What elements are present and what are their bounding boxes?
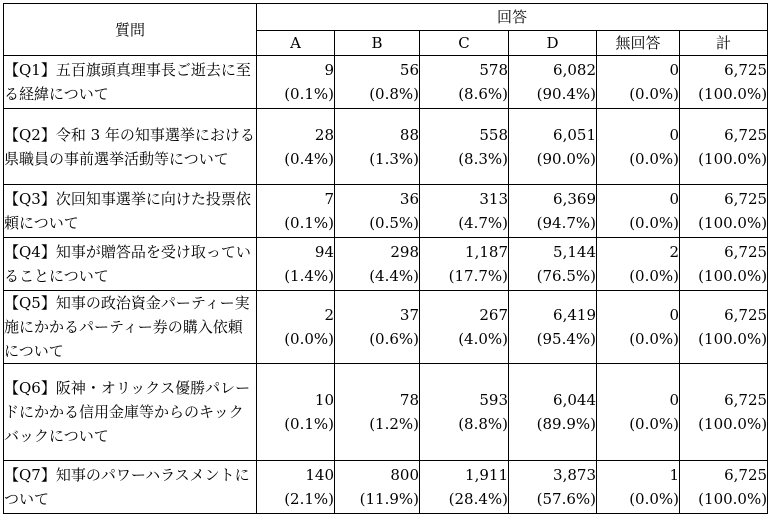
percent: (76.5%) xyxy=(536,267,596,285)
count: 0 xyxy=(669,306,679,324)
percent: (95.4%) xyxy=(536,330,596,348)
percent: (0.4%) xyxy=(284,149,334,168)
percent: (100.0%) xyxy=(698,85,768,103)
count: 298 xyxy=(390,243,419,261)
value-cell-c xyxy=(420,109,509,185)
value-cell-a xyxy=(257,461,335,514)
percent: (1.2%) xyxy=(369,415,419,433)
value-cell-d xyxy=(509,461,597,514)
value-cell-d xyxy=(509,238,597,291)
value-cell-c xyxy=(420,461,509,514)
value-cell-d xyxy=(509,364,597,461)
count: 56 xyxy=(399,61,419,79)
value-cell-total xyxy=(680,238,768,291)
percent: (57.6%) xyxy=(536,490,596,508)
question-cell: 【Q6】阪神・オリックス優勝パレードにかかる信用金庫等からのキックバックについて xyxy=(4,364,257,461)
percent: (4.4%) xyxy=(369,267,419,285)
header-col-a: A xyxy=(257,31,335,56)
percent: (8.8%) xyxy=(458,415,508,433)
percent: (4.0%) xyxy=(458,330,508,348)
percent: (1.3%) xyxy=(369,149,419,168)
percent: (0.0%) xyxy=(629,330,679,348)
table-row xyxy=(4,291,768,364)
value-cell-b xyxy=(335,291,420,364)
question-cell: 【Q5】知事の政治資金パーティー実施にかかるパーティー券の購入依頼について xyxy=(4,291,257,364)
value-cell-a xyxy=(257,238,335,291)
count: 800 xyxy=(390,466,419,484)
header-answer: 回答 xyxy=(257,4,768,31)
survey-results-table xyxy=(3,3,768,514)
table-row xyxy=(4,238,768,291)
percent: (100.0%) xyxy=(698,214,768,232)
count: 6,419 xyxy=(553,306,596,324)
question-cell: 【Q2】令和 3 年の知事選挙における県職員の事前選挙活動等について xyxy=(4,109,257,185)
value-cell-a xyxy=(257,291,335,364)
value-cell-d xyxy=(509,109,597,185)
value-cell-b xyxy=(335,56,420,109)
table-row xyxy=(4,56,768,109)
count: 6,725 xyxy=(724,125,768,144)
percent: (0.0%) xyxy=(629,85,679,103)
header-col-d: D xyxy=(509,31,597,56)
count: 558 xyxy=(479,125,508,144)
count: 2 xyxy=(669,243,679,261)
value-cell-c xyxy=(420,291,509,364)
percent: (0.5%) xyxy=(369,214,419,232)
value-cell-b xyxy=(335,461,420,514)
percent: (0.0%) xyxy=(629,214,679,232)
percent: (90.4%) xyxy=(536,85,596,103)
percent: (4.7%) xyxy=(458,214,508,232)
value-cell-total xyxy=(680,185,768,238)
count: 88 xyxy=(399,125,419,144)
value-cell-d xyxy=(509,291,597,364)
value-cell-c xyxy=(420,56,509,109)
header-col-no-answer: 無回答 xyxy=(597,31,680,56)
count: 0 xyxy=(669,61,679,79)
count: 267 xyxy=(479,306,508,324)
value-cell-c xyxy=(420,185,509,238)
count: 94 xyxy=(314,243,334,261)
count: 578 xyxy=(479,61,508,79)
value-cell-no-answer xyxy=(597,109,680,185)
count: 10 xyxy=(314,391,334,409)
question-cell: 【Q4】知事が贈答品を受け取っていることについて xyxy=(4,238,257,291)
percent: (0.0%) xyxy=(629,149,679,168)
count: 37 xyxy=(399,306,419,324)
value-cell-no-answer xyxy=(597,185,680,238)
percent: (100.0%) xyxy=(698,149,768,168)
value-cell-b xyxy=(335,238,420,291)
count: 6,725 xyxy=(724,391,768,409)
value-cell-total xyxy=(680,56,768,109)
percent: (1.4%) xyxy=(284,267,334,285)
percent: (0.6%) xyxy=(369,330,419,348)
header-col-b: B xyxy=(335,31,420,56)
count: 6,051 xyxy=(553,125,596,144)
question-cell: 【Q3】次回知事選挙に向けた投票依頼について xyxy=(4,185,257,238)
count: 6,725 xyxy=(724,243,768,261)
value-cell-no-answer xyxy=(597,461,680,514)
percent: (0.0%) xyxy=(629,267,679,285)
table-row xyxy=(4,461,768,514)
count: 9 xyxy=(324,61,334,79)
value-cell-a xyxy=(257,109,335,185)
count: 1 xyxy=(669,466,679,484)
value-cell-total xyxy=(680,461,768,514)
value-cell-b xyxy=(335,185,420,238)
value-cell-total xyxy=(680,364,768,461)
count: 0 xyxy=(669,190,679,208)
value-cell-b xyxy=(335,109,420,185)
percent: (0.1%) xyxy=(284,214,334,232)
count: 36 xyxy=(399,190,419,208)
percent: (100.0%) xyxy=(698,415,768,433)
percent: (11.9%) xyxy=(359,490,419,508)
percent: (90.0%) xyxy=(536,149,596,168)
percent: (2.1%) xyxy=(284,490,334,508)
percent: (8.6%) xyxy=(458,85,508,103)
count: 2 xyxy=(324,306,334,324)
value-cell-b xyxy=(335,364,420,461)
value-cell-a xyxy=(257,185,335,238)
count: 0 xyxy=(669,125,679,144)
count: 78 xyxy=(399,391,419,409)
header-col-total: 計 xyxy=(680,31,768,56)
percent: (0.1%) xyxy=(284,415,334,433)
value-cell-c xyxy=(420,238,509,291)
count: 3,873 xyxy=(553,466,596,484)
value-cell-no-answer xyxy=(597,291,680,364)
count: 6,082 xyxy=(553,61,596,79)
value-cell-total xyxy=(680,291,768,364)
percent: (100.0%) xyxy=(698,330,768,348)
question-cell: 【Q1】五百旗頭真理事長ご逝去に至る経緯について xyxy=(4,56,257,109)
count: 140 xyxy=(305,466,334,484)
table-row xyxy=(4,185,768,238)
value-cell-no-answer xyxy=(597,364,680,461)
count: 28 xyxy=(314,125,334,144)
percent: (28.4%) xyxy=(448,490,508,508)
count: 6,725 xyxy=(724,466,768,484)
value-cell-c xyxy=(420,364,509,461)
count: 0 xyxy=(669,391,679,409)
count: 6,725 xyxy=(724,190,768,208)
count: 6,044 xyxy=(553,391,596,409)
percent: (8.3%) xyxy=(458,149,508,168)
percent: (100.0%) xyxy=(698,490,768,508)
count: 1,911 xyxy=(465,466,508,484)
percent: (0.1%) xyxy=(284,85,334,103)
count: 6,369 xyxy=(553,190,596,208)
count: 6,725 xyxy=(724,306,768,324)
value-cell-d xyxy=(509,185,597,238)
value-cell-no-answer xyxy=(597,56,680,109)
value-cell-a xyxy=(257,56,335,109)
question-cell: 【Q7】知事のパワーハラスメントについて xyxy=(4,461,257,514)
table-row xyxy=(4,109,768,185)
percent: (0.0%) xyxy=(629,490,679,508)
percent: (0.0%) xyxy=(284,330,334,348)
count: 313 xyxy=(479,190,508,208)
count: 6,725 xyxy=(724,61,768,79)
count: 5,144 xyxy=(553,243,596,261)
percent: (0.8%) xyxy=(369,85,419,103)
percent: (17.7%) xyxy=(448,267,508,285)
count: 593 xyxy=(479,391,508,409)
header-question: 質問 xyxy=(4,4,257,56)
count: 1,187 xyxy=(465,243,508,261)
header-col-c: C xyxy=(420,31,509,56)
percent: (94.7%) xyxy=(536,214,596,232)
percent: (0.0%) xyxy=(629,415,679,433)
value-cell-total xyxy=(680,109,768,185)
table-row xyxy=(4,364,768,461)
value-cell-a xyxy=(257,364,335,461)
value-cell-no-answer xyxy=(597,238,680,291)
count: 7 xyxy=(324,190,334,208)
value-cell-d xyxy=(509,56,597,109)
percent: (100.0%) xyxy=(698,267,768,285)
percent: (89.9%) xyxy=(536,415,596,433)
